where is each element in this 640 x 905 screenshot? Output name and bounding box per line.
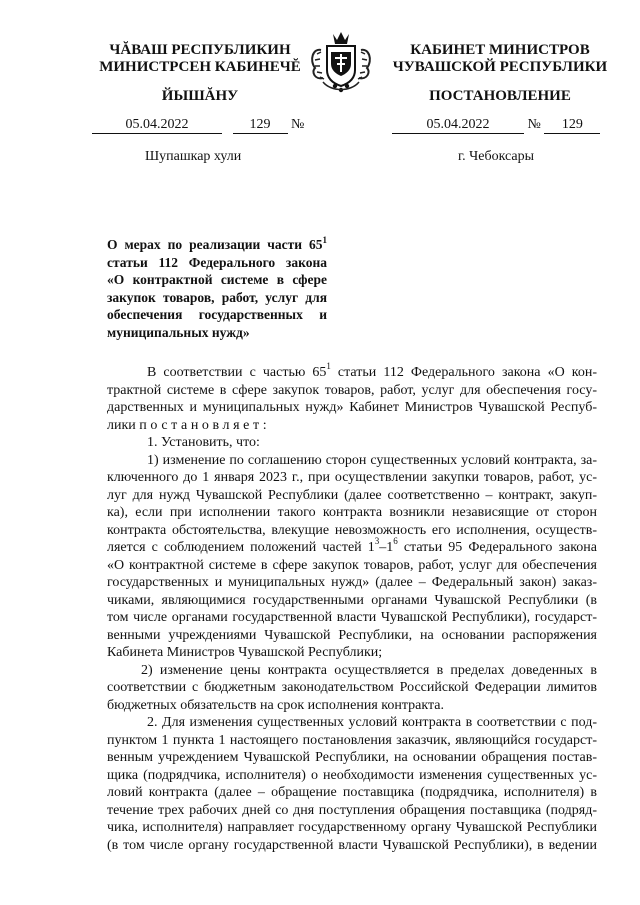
doc-number-row-left xyxy=(92,117,304,135)
doc-date-right: 05.04.2022 xyxy=(392,117,524,134)
header-chuvash xyxy=(90,42,310,76)
header-chuvash-line2: МИНИСТРСЕН КАБИНЕЧĔ xyxy=(99,59,301,75)
number-sign-left: № xyxy=(291,117,305,132)
doc-type-chuvash: ЙЫШĂНУ xyxy=(161,88,239,104)
header-russian xyxy=(390,42,610,76)
paragraph-item-1: 1. Установить, что: xyxy=(147,435,260,450)
paragraph-preamble: В соответствии с частью $65^1$ статьи 112 Федерального закона «О кон- xyxy=(147,361,598,380)
doc-number-row-right xyxy=(392,117,600,135)
paragraph-item-2: 2. Для изменения существенных условий контракта в соответствии с под- xyxy=(147,715,597,730)
document-body: В соответствии с частью $65^1$ статьи 112 Федерального закона «О кон- трактной системе в сфере закупок товаров, работ, услуг для обеспечения госу- дарственных и муниципальных нужд» Кабинет Министров Чувашской Респуб- лики постановляет: 1. Установить, что: 1) изменение по соглашению сторон существенных условий контракта, за- ключенного до 1 января 2023 г., при осуществлении закупки товаров, работ, ус- луг для нужд Чувашской Республики (далее соответственно – контракт, закуп- ка), если при исполнении такого контракта возникли независящие от сторон контракта обстоятельства, влекущие невозможность его исполнения, осуществ- ляется с соблюдением положений частей $1^3-1^6$ статьи 95 Федерального закона «О контрактной системе в сфере закупок товаров, работ, услуг для обеспечения государственных и муниципальных нужд» (далее – Федеральный закон) заказ- чиками, являющимися государственными органами Чувашской Республики (в том числе органами государственной власти Чувашской Республики), государст- венными учреждениями Чувашской Республики, на основании распоряжения Кабинета Министров Чувашской Республики; 2) изменение цены контракта осуществляется в пределах доведенных в соответствии с бюджетным законодательством Российской Федерации лимитов бюджетных обязательств на срок исполнения контракта. 2. Для изменения существенных условий контракта в соответствии с под- пунктом 1 пункта 1 настоящего постановления заказчик, являющийся государст- венным учреждением Чувашской Республики, на основании обращения постав- щика (подрядчика, исполнителя) о необходимости изменения существенных ус- ловий контракта (далее – обращение поставщика (подрядчика, исполнителя) в течение трех рабочих дней со дня поступления обращения поставщика (подряд- чика, исполнителя) направляет государственному органу Чувашской Республики (в том числе органу государственной власти Чувашской Республики), в ведении xyxy=(107,361,598,853)
doc-number-right: 129 xyxy=(544,117,600,134)
doc-type-russian: ПОСТАНОВЛЕНИЕ xyxy=(429,88,571,104)
header-russian-line2: ЧУВАШСКОЙ РЕСПУБЛИКИ xyxy=(392,59,608,75)
chuvash-coat-of-arms-icon xyxy=(301,20,381,100)
city-chuvash: Шупашкар хули xyxy=(145,149,242,164)
paragraph-subitem-1: 1) изменение по соглашению сторон существенных условий контракта, за- xyxy=(147,452,597,468)
number-sign-right: № xyxy=(527,117,541,132)
header-russian-line1: КАБИНЕТ МИНИСТРОВ xyxy=(410,42,590,58)
doc-number-left: 129 xyxy=(233,117,288,134)
document-title: О мерах по реализации части $65^1$ статьи 112 Федерального закона «О контрактной системе в сфере закупок товаров, работ, услуг для обеспечения государственных и муниципальных нужд» xyxy=(107,234,327,340)
doc-date-left: 05.04.2022 xyxy=(92,117,222,134)
header-chuvash-line1: ЧĂВАШ РЕСПУБЛИКИН xyxy=(109,42,291,58)
city-russian: г. Чебоксары xyxy=(458,149,535,164)
paragraph-subitem-2: 2) изменение цены контракта осуществляется в пределах доведенных в xyxy=(141,662,597,678)
